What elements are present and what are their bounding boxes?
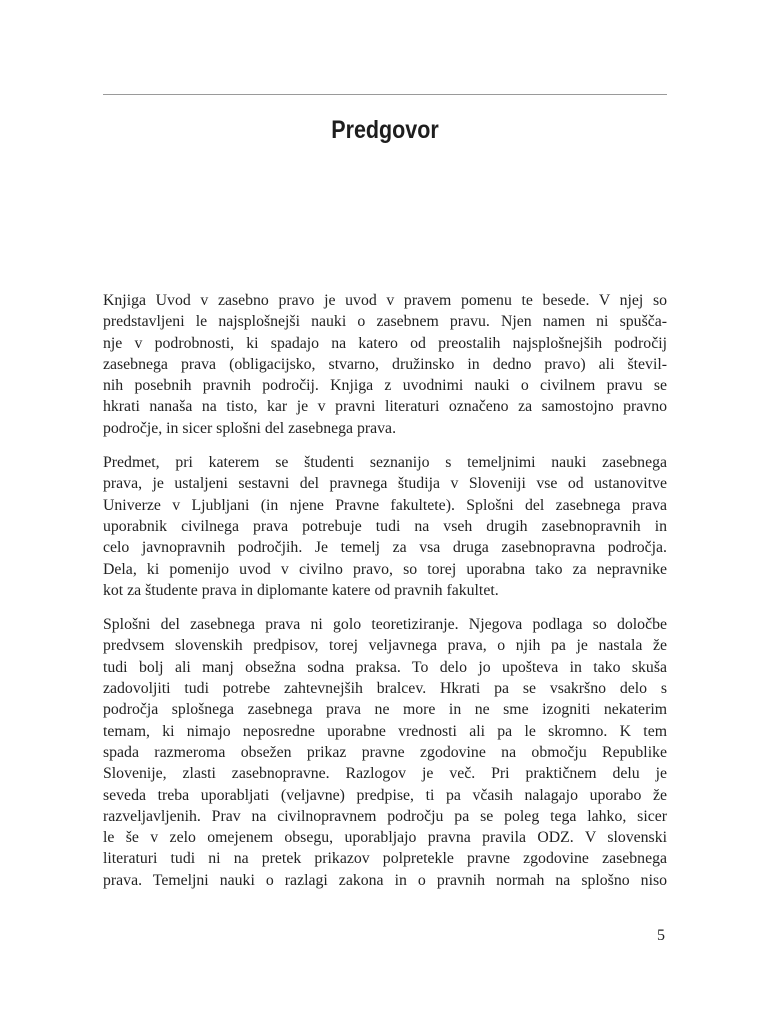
text-line: področja splošnega zasebnega prava ne more in ne sme izogniti nekaterim bbox=[103, 701, 667, 719]
text-line: nje v podrobnosti, ki spadajo na katero od preostalih najsplošnejših področij bbox=[103, 334, 667, 352]
text-line: Univerze v Ljubljani (in njene Pravne fakultete). Splošni del zasebnega prava bbox=[103, 496, 667, 514]
paragraph-1 bbox=[103, 290, 667, 439]
text-line: razveljavljenih. Prav na civilnopravnem področju pa se poleg tega lahko, sicer bbox=[103, 807, 667, 825]
body-text bbox=[103, 290, 667, 904]
paragraph-3 bbox=[103, 614, 667, 891]
text-line: zasebnega prava (obligacijsko, stvarno, družinsko in dedno pravo) ali števil- bbox=[103, 355, 667, 373]
text-line: zadovoljiti tudi potrebe zahtevnejših bralcev. Hkrati pa se vsakršno delo s bbox=[103, 680, 667, 698]
text-line: spada razmeroma obsežen prikaz pravne zgodovine na območju Republike bbox=[103, 743, 667, 761]
text-line: Knjiga Uvod v zasebno pravo je uvod v pravem pomenu te besede. V njej so bbox=[103, 292, 667, 309]
text-line: le še v zelo omejenem obsegu, uporabljajo pravna pravila ODZ. V slovenski bbox=[103, 829, 667, 847]
text-line: Predmet, pri katerem se študenti seznanijo s temeljnimi nauki zasebnega bbox=[103, 454, 667, 472]
paragraph-2 bbox=[103, 452, 667, 601]
text-line: nih posebnih pravnih področij. Knjiga z uvodnimi nauki o civilnem pravu se bbox=[103, 377, 667, 395]
text-line: tudi bolj ali manj obsežna sodna praksa. To delo jo upošteva in tako skuša bbox=[103, 658, 667, 676]
text-line: hkrati nanaša na tisto, kar je v pravni literaturi označeno za samostojno pravno bbox=[103, 398, 667, 416]
header-rule bbox=[103, 94, 667, 95]
text-line: literaturi tudi ni na pretek prikazov polpretekle pravne zgodovine zasebnega bbox=[103, 850, 667, 868]
text-line: celo javnopravnih področjih. Je temelj za vsa druga zasebnopravna področja. bbox=[103, 539, 667, 557]
text-line: kot za študente prava in diplomante katere od pravnih fakultet. bbox=[103, 581, 499, 599]
text-line: temam, ki nimajo neposredne uporabne vrednosti ali pa le skromno. K tem bbox=[103, 722, 667, 740]
text-line: Slovenije, zlasti zasebnopravne. Razlogov je več. Pri praktičnem delu je bbox=[103, 765, 667, 783]
text-line: prava. Temeljni nauki o razlagi zakona in o pravnih normah na splošno niso bbox=[103, 871, 667, 889]
text-line: uporabnik civilnega prava potrebuje tudi na vseh drugih zasebnopravnih in bbox=[103, 517, 667, 535]
text-line: področje, in sicer splošni del zasebnega prava. bbox=[103, 419, 397, 437]
text-line: Splošni del zasebnega prava ni golo teoretiziranje. Njegova podlaga so določbe bbox=[103, 616, 667, 634]
page-title: Predgovor bbox=[331, 116, 439, 144]
text-line: predvsem slovenskih predpisov, torej veljavnega prava, o njih pa je nastala že bbox=[103, 637, 667, 655]
page-number: 5 bbox=[657, 927, 665, 944]
text-line: Dela, ki pomenijo uvod v civilno pravo, so torej uporabna tako za nepravnike bbox=[103, 560, 667, 578]
text-line: prava, je ustaljeni sestavni del pravnega študija v Sloveniji vse od ustanovitve bbox=[103, 475, 667, 493]
text-line: predstavljeni le najsplošnejši nauki o zasebnem pravu. Njen namen ni spušča- bbox=[103, 313, 667, 331]
text-line: seveda treba uporabljati (veljavne) predpise, ti pa včasih nalagajo uporabo že bbox=[103, 786, 667, 804]
